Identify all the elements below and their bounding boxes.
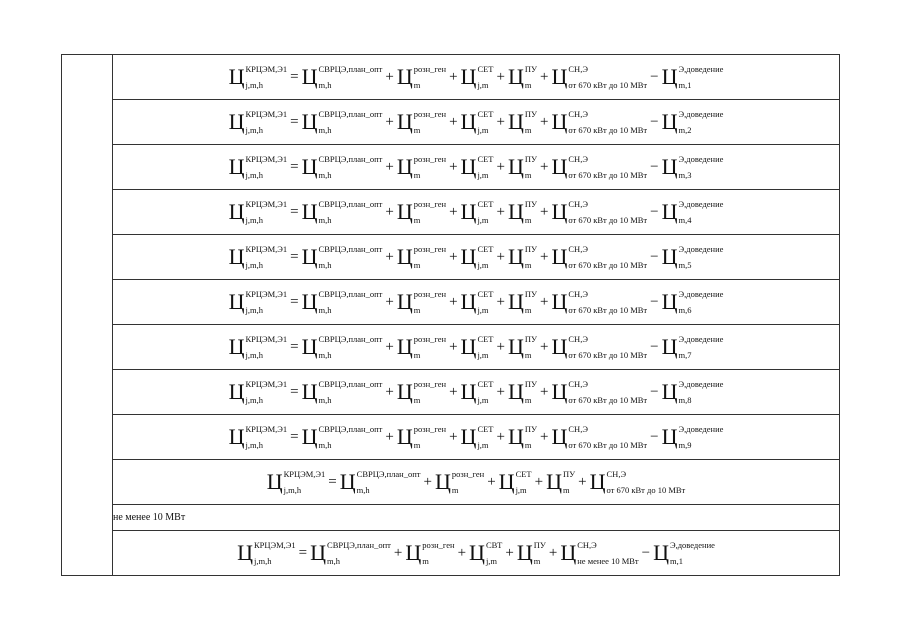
price-pu-term: Ц ПУ m bbox=[516, 540, 546, 566]
plus-operator: + bbox=[393, 544, 403, 561]
price-set-term: Ц СЕТ j,m bbox=[460, 424, 494, 450]
plus-operator: + bbox=[540, 428, 549, 445]
eq-operator: = bbox=[290, 338, 299, 355]
price-sn-term: Ц СН,Э не менее 10 МВт bbox=[560, 540, 639, 566]
price-dovedenie-term: Ц Э,доведение m,8 bbox=[661, 379, 724, 405]
formula-row bbox=[62, 235, 840, 280]
minus-operator: − bbox=[650, 338, 659, 355]
eq-operator: = bbox=[290, 383, 299, 400]
price-pu-term: Ц ПУ m bbox=[507, 289, 538, 315]
price-sn-term: Ц СН,Э от 670 кВт до 10 МВт bbox=[589, 469, 686, 495]
price-svrce-term: Ц СВРЦЭ,план_опт m,h bbox=[301, 244, 383, 270]
price-rozn-gen-term: Ц розн_ген m bbox=[396, 334, 447, 360]
formula-row bbox=[62, 460, 840, 505]
formula-row bbox=[62, 531, 840, 576]
formula-row bbox=[62, 55, 840, 100]
plus-operator: + bbox=[449, 383, 458, 400]
price-set-term: Ц СЕТ j,m bbox=[498, 469, 532, 495]
price-svt-term: Ц СВТ j,m bbox=[469, 540, 503, 566]
plus-operator: + bbox=[496, 383, 505, 400]
plus-operator: + bbox=[385, 428, 394, 445]
minus-operator: − bbox=[650, 383, 659, 400]
price-pu-term: Ц ПУ m bbox=[507, 154, 538, 180]
plus-operator: + bbox=[540, 68, 549, 85]
side-column bbox=[62, 55, 113, 576]
price-krcem-term: Ц КРЦЭМ,Э1 j,m,h bbox=[228, 424, 288, 450]
price-dovedenie-term: Ц Э,доведение m,3 bbox=[661, 154, 724, 180]
plus-operator: + bbox=[385, 203, 394, 220]
price-krcem-term: Ц КРЦЭМ,Э1 j,m,h bbox=[228, 289, 288, 315]
price-krcem-term: Ц КРЦЭМ,Э1 j,m,h bbox=[228, 199, 288, 225]
price-pu-term: Ц ПУ m bbox=[507, 64, 538, 90]
minus-operator: − bbox=[650, 203, 659, 220]
plus-operator: + bbox=[578, 473, 587, 490]
price-sn-term: Ц СН,Э от 670 кВт до 10 МВт bbox=[551, 379, 648, 405]
price-svrce-term: Ц СВРЦЭ,план_опт m,h bbox=[301, 334, 383, 360]
plus-operator: + bbox=[423, 473, 432, 490]
price-rozn-gen-term: Ц розн_ген m bbox=[396, 109, 447, 135]
price-pu-term: Ц ПУ m bbox=[507, 379, 538, 405]
plus-operator: + bbox=[540, 383, 549, 400]
price-sn-term: Ц СН,Э от 670 кВт до 10 МВт bbox=[551, 289, 648, 315]
plus-operator: + bbox=[449, 248, 458, 265]
plus-operator: + bbox=[540, 293, 549, 310]
price-sn-term: Ц СН,Э от 670 кВт до 10 МВт bbox=[551, 109, 648, 135]
price-pu-term: Ц ПУ m bbox=[546, 469, 576, 495]
formula-row bbox=[62, 280, 840, 325]
price-dovedenie-term: Ц Э,доведение m,6 bbox=[661, 289, 724, 315]
price-dovedenie-term: Ц Э,доведение m,1 bbox=[653, 540, 715, 566]
price-svrce-term: Ц СВРЦЭ,план_опт m,h bbox=[301, 199, 383, 225]
price-set-term: Ц СЕТ j,m bbox=[460, 64, 494, 90]
price-krcem-term: Ц КРЦЭМ,Э1 j,m,h bbox=[237, 540, 296, 566]
formula-cell bbox=[113, 460, 840, 505]
price-dovedenie-term: Ц Э,доведение m,1 bbox=[661, 64, 724, 90]
formula-cell bbox=[113, 235, 840, 280]
price-set-term: Ц СЕТ j,m bbox=[460, 379, 494, 405]
price-sn-term: Ц СН,Э от 670 кВт до 10 МВт bbox=[551, 244, 648, 270]
price-svrce-term: Ц СВРЦЭ,план_опт m,h bbox=[301, 154, 383, 180]
price-rozn-gen-term: Ц розн_ген m bbox=[396, 64, 447, 90]
price-rozn-gen-term: Ц розн_ген m bbox=[396, 244, 447, 270]
plus-operator: + bbox=[534, 473, 544, 490]
price-krcem-term: Ц КРЦЭМ,Э1 j,m,h bbox=[228, 379, 288, 405]
formula-cell bbox=[113, 325, 840, 370]
formula-row bbox=[62, 100, 840, 145]
price-svrce-term: Ц СВРЦЭ,план_опт m,h bbox=[301, 109, 383, 135]
price-rozn-gen-term: Ц розн_ген m bbox=[405, 540, 455, 566]
plus-operator: + bbox=[496, 248, 505, 265]
plus-operator: + bbox=[449, 113, 458, 130]
price-pu-term: Ц ПУ m bbox=[507, 424, 538, 450]
price-svrce-term: Ц СВРЦЭ,план_опт m,h bbox=[301, 64, 383, 90]
minus-operator: − bbox=[641, 544, 651, 561]
plus-operator: + bbox=[496, 158, 505, 175]
formula-cell bbox=[113, 280, 840, 325]
price-set-term: Ц СЕТ j,m bbox=[460, 244, 494, 270]
plus-operator: + bbox=[385, 248, 394, 265]
plus-operator: + bbox=[449, 68, 458, 85]
price-krcem-term: Ц КРЦЭМ,Э1 j,m,h bbox=[228, 334, 288, 360]
minus-operator: − bbox=[650, 68, 659, 85]
plus-operator: + bbox=[449, 203, 458, 220]
plus-operator: + bbox=[496, 338, 505, 355]
minus-operator: − bbox=[650, 158, 659, 175]
price-dovedenie-term: Ц Э,доведение m,5 bbox=[661, 244, 724, 270]
formula-cell bbox=[113, 415, 840, 460]
plus-operator: + bbox=[496, 113, 505, 130]
price-dovedenie-term: Ц Э,доведение m,7 bbox=[661, 334, 724, 360]
plus-operator: + bbox=[385, 338, 394, 355]
plus-operator: + bbox=[496, 293, 505, 310]
formula-cell bbox=[113, 55, 840, 100]
category-label: не менее 10 МВт bbox=[113, 505, 840, 531]
eq-operator: = bbox=[298, 544, 308, 561]
eq-operator: = bbox=[290, 68, 299, 85]
plus-operator: + bbox=[548, 544, 558, 561]
plus-operator: + bbox=[540, 248, 549, 265]
plus-operator: + bbox=[385, 113, 394, 130]
plus-operator: + bbox=[540, 113, 549, 130]
eq-operator: = bbox=[290, 158, 299, 175]
price-krcem-term: Ц КРЦЭМ,Э1 j,m,h bbox=[228, 109, 288, 135]
eq-operator: = bbox=[290, 203, 299, 220]
plus-operator: + bbox=[449, 428, 458, 445]
price-rozn-gen-term: Ц розн_ген m bbox=[396, 199, 447, 225]
formula-table bbox=[61, 54, 840, 576]
price-dovedenie-term: Ц Э,доведение m,4 bbox=[661, 199, 724, 225]
plus-operator: + bbox=[496, 68, 505, 85]
price-set-term: Ц СЕТ j,m bbox=[460, 199, 494, 225]
eq-operator: = bbox=[290, 293, 299, 310]
plus-operator: + bbox=[449, 158, 458, 175]
plus-operator: + bbox=[385, 158, 394, 175]
formula-row bbox=[62, 145, 840, 190]
price-set-term: Ц СЕТ j,m bbox=[460, 334, 494, 360]
plus-operator: + bbox=[540, 203, 549, 220]
minus-operator: − bbox=[650, 248, 659, 265]
formula-cell bbox=[113, 100, 840, 145]
price-dovedenie-term: Ц Э,доведение m,2 bbox=[661, 109, 724, 135]
formula-cell bbox=[113, 531, 840, 576]
minus-operator: − bbox=[650, 428, 659, 445]
formula-row bbox=[62, 415, 840, 460]
price-sn-term: Ц СН,Э от 670 кВт до 10 МВт bbox=[551, 199, 648, 225]
price-svrce-term: Ц СВРЦЭ,план_опт m,h bbox=[301, 289, 383, 315]
price-pu-term: Ц ПУ m bbox=[507, 334, 538, 360]
category-row bbox=[62, 505, 840, 531]
plus-operator: + bbox=[496, 428, 505, 445]
formula-cell bbox=[113, 190, 840, 235]
eq-operator: = bbox=[290, 248, 299, 265]
price-krcem-term: Ц КРЦЭМ,Э1 j,m,h bbox=[266, 469, 326, 495]
price-rozn-gen-term: Ц розн_ген m bbox=[396, 424, 447, 450]
formula-row bbox=[62, 190, 840, 235]
formula-cell bbox=[113, 370, 840, 415]
formula-row bbox=[62, 325, 840, 370]
price-set-term: Ц СЕТ j,m bbox=[460, 289, 494, 315]
plus-operator: + bbox=[540, 338, 549, 355]
plus-operator: + bbox=[540, 158, 549, 175]
price-pu-term: Ц ПУ m bbox=[507, 109, 538, 135]
plus-operator: + bbox=[385, 68, 394, 85]
price-rozn-gen-term: Ц розн_ген m bbox=[396, 154, 447, 180]
plus-operator: + bbox=[385, 293, 394, 310]
price-svrce-term: Ц СВРЦЭ,план_опт m,h bbox=[310, 540, 391, 566]
price-svrce-term: Ц СВРЦЭ,план_опт m,h bbox=[301, 424, 383, 450]
plus-operator: + bbox=[496, 203, 505, 220]
price-rozn-gen-term: Ц розн_ген m bbox=[396, 379, 447, 405]
price-rozn-gen-term: Ц розн_ген m bbox=[396, 289, 447, 315]
plus-operator: + bbox=[449, 293, 458, 310]
price-sn-term: Ц СН,Э от 670 кВт до 10 МВт bbox=[551, 64, 648, 90]
price-svrce-term: Ц СВРЦЭ,план_опт m,h bbox=[301, 379, 383, 405]
plus-operator: + bbox=[487, 473, 496, 490]
plus-operator: + bbox=[505, 544, 514, 561]
price-sn-term: Ц СН,Э от 670 кВт до 10 МВт bbox=[551, 154, 648, 180]
price-svrce-term: Ц СВРЦЭ,план_опт m,h bbox=[339, 469, 421, 495]
price-sn-term: Ц СН,Э от 670 кВт до 10 МВт bbox=[551, 424, 648, 450]
price-sn-term: Ц СН,Э от 670 кВт до 10 МВт bbox=[551, 334, 648, 360]
price-set-term: Ц СЕТ j,m bbox=[460, 154, 494, 180]
price-set-term: Ц СЕТ j,m bbox=[460, 109, 494, 135]
eq-operator: = bbox=[290, 113, 299, 130]
formula-cell bbox=[113, 145, 840, 190]
price-krcem-term: Ц КРЦЭМ,Э1 j,m,h bbox=[228, 244, 288, 270]
price-dovedenie-term: Ц Э,доведение m,9 bbox=[661, 424, 724, 450]
price-pu-term: Ц ПУ m bbox=[507, 199, 538, 225]
eq-operator: = bbox=[328, 473, 337, 490]
plus-operator: + bbox=[449, 338, 458, 355]
eq-operator: = bbox=[290, 428, 299, 445]
formula-row bbox=[62, 370, 840, 415]
plus-operator: + bbox=[457, 544, 467, 561]
price-rozn-gen-term: Ц розн_ген m bbox=[434, 469, 485, 495]
plus-operator: + bbox=[385, 383, 394, 400]
price-krcem-term: Ц КРЦЭМ,Э1 j,m,h bbox=[228, 154, 288, 180]
minus-operator: − bbox=[650, 293, 659, 310]
price-pu-term: Ц ПУ m bbox=[507, 244, 538, 270]
price-krcem-term: Ц КРЦЭМ,Э1 j,m,h bbox=[228, 64, 288, 90]
minus-operator: − bbox=[650, 113, 659, 130]
